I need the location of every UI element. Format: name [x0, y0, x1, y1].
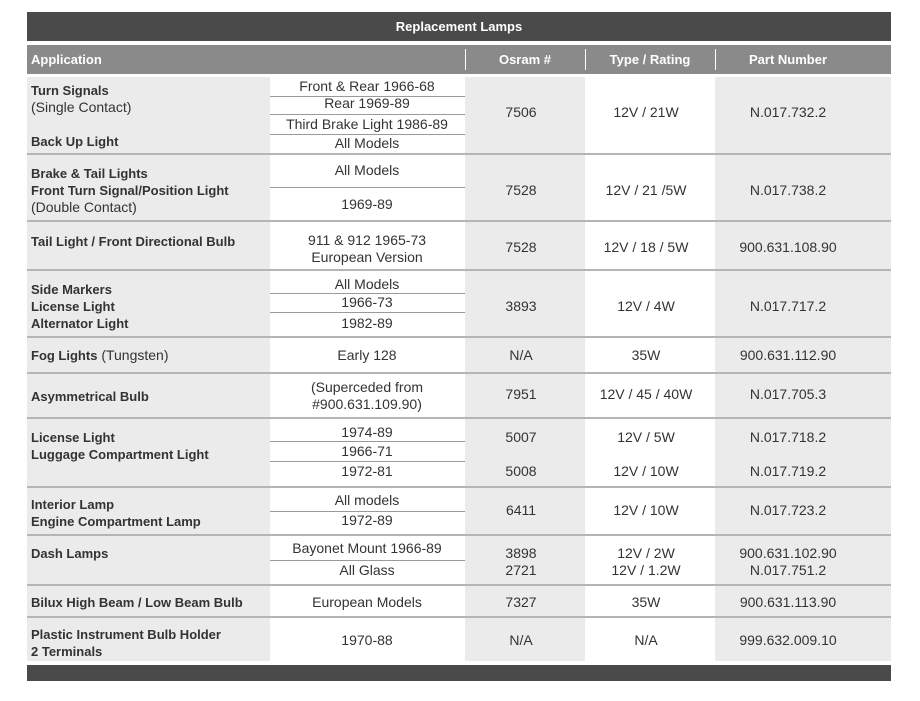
table-row	[27, 488, 891, 536]
app-label: Plastic Instrument Bulb Holder	[31, 627, 221, 642]
app-label: Dash Lamps	[31, 546, 109, 561]
model-cell: 1966-71	[341, 443, 393, 459]
model-cell: 1972-89	[341, 512, 393, 528]
part-cell: N.017.719.2	[749, 463, 827, 479]
app-label: License Light	[31, 299, 115, 314]
model-cell: All Glass	[339, 562, 395, 578]
part-cell: N.017.738.2	[749, 182, 827, 198]
app-label: Interior Lamp	[31, 497, 115, 512]
model-cell: 1982-89	[341, 315, 393, 331]
header-part: Part Number	[748, 52, 828, 67]
model-cell: #900.631.109.90)	[312, 396, 422, 412]
app-label: (Single Contact)	[31, 99, 132, 115]
part-cell: N.017.717.2	[749, 298, 827, 314]
app-label-bold: Fog Lights	[31, 348, 98, 363]
app-label: Asymmetrical Bulb	[31, 389, 149, 404]
app-label: 2 Terminals	[31, 644, 103, 659]
part-cell: N.017.751.2	[749, 562, 827, 578]
app-label: License Light	[31, 430, 115, 445]
table-row	[27, 222, 891, 271]
model-cell: European Models	[312, 594, 422, 610]
part-cell: 900.631.102.90	[739, 545, 837, 561]
app-label: Bilux High Beam / Low Beam Bulb	[31, 595, 243, 610]
app-label: Front Turn Signal/Position Light	[31, 183, 229, 198]
part-cell: 999.632.009.10	[739, 632, 837, 648]
app-label	[31, 347, 169, 364]
part-cell: 900.631.112.90	[739, 347, 837, 363]
model-cell: Early 128	[337, 347, 397, 363]
model-cell: Third Brake Light 1986-89	[286, 116, 448, 132]
type-cell: N/A	[634, 632, 658, 648]
part-cell: N.017.723.2	[749, 502, 827, 518]
model-cell: 911 & 912 1965-73	[307, 232, 427, 248]
type-cell: 35W	[631, 347, 661, 363]
app-label-note: (Tungsten)	[101, 347, 169, 363]
model-cell: All models	[334, 492, 400, 508]
part-cell: 900.631.108.90	[739, 239, 837, 255]
type-cell: 35W	[631, 594, 661, 610]
type-cell: 12V / 10W	[613, 502, 679, 518]
table-row	[27, 155, 891, 222]
osram-cell: 5007	[505, 429, 537, 445]
model-cell: All Models	[334, 276, 400, 292]
header-application: Application	[31, 52, 102, 67]
model-cell: All Models	[334, 162, 400, 178]
model-cell: Front & Rear 1966-68	[299, 78, 435, 94]
type-cell: 12V / 45 / 40W	[599, 386, 693, 402]
osram-cell: 5008	[505, 463, 537, 479]
model-cell: Rear 1969-89	[324, 95, 410, 111]
table-title-text: Replacement Lamps	[395, 19, 523, 34]
model-cell: European Version	[311, 249, 423, 265]
model-cell: 1969-89	[341, 196, 393, 212]
app-label: Alternator Light	[31, 316, 129, 331]
app-label: Brake & Tail Lights	[31, 166, 148, 181]
app-label: Side Markers	[31, 282, 112, 297]
osram-cell: 6411	[505, 502, 537, 518]
model-cell: 1972-81	[341, 463, 393, 479]
osram-cell: 7327	[505, 594, 537, 610]
header-osram: Osram #	[498, 52, 552, 67]
table-title	[27, 12, 891, 41]
table-header-row	[27, 45, 891, 74]
type-cell: 12V / 2W	[617, 545, 675, 561]
model-cell: Bayonet Mount 1966-89	[292, 540, 442, 556]
model-cell: 1974-89	[341, 424, 393, 440]
table-footer-bar	[27, 665, 891, 681]
header-type: Type / Rating	[609, 52, 691, 67]
table-row	[27, 338, 891, 374]
part-cell: N.017.718.2	[749, 429, 827, 445]
table-row	[27, 618, 891, 661]
model-cell: All Models	[334, 135, 400, 151]
type-cell: 12V / 21 /5W	[605, 182, 687, 198]
app-label: (Double Contact)	[31, 199, 137, 215]
app-label: Tail Light / Front Directional Bulb	[31, 234, 236, 249]
type-cell: 12V / 10W	[613, 463, 679, 479]
osram-cell: 2721	[505, 562, 537, 578]
model-cell: (Superceded from	[310, 379, 424, 395]
model-cell: 1970-88	[341, 632, 393, 648]
table-row	[27, 419, 891, 488]
table-row	[27, 77, 891, 155]
type-cell: 12V / 21W	[613, 104, 679, 120]
table-row	[27, 271, 891, 338]
type-cell: 12V / 4W	[617, 298, 675, 314]
osram-cell: 3893	[505, 298, 537, 314]
app-label: Engine Compartment Lamp	[31, 514, 201, 529]
app-label: Turn Signals	[31, 83, 109, 98]
part-cell: N.017.705.3	[749, 386, 827, 402]
part-cell: 900.631.113.90	[739, 594, 837, 610]
model-cell: 1966-73	[341, 294, 393, 310]
table-row	[27, 536, 891, 586]
table-row	[27, 586, 891, 618]
osram-cell: 7506	[505, 104, 537, 120]
app-label: Back Up Light	[31, 134, 119, 149]
type-cell: 12V / 1.2W	[611, 562, 681, 578]
osram-cell: 7528	[505, 182, 537, 198]
osram-cell: N/A	[509, 347, 533, 363]
type-cell: 12V / 5W	[617, 429, 675, 445]
osram-cell: N/A	[509, 632, 533, 648]
osram-cell: 3898	[505, 545, 537, 561]
table-row	[27, 374, 891, 419]
osram-cell: 7528	[505, 239, 537, 255]
osram-cell: 7951	[505, 386, 537, 402]
type-cell: 12V / 18 / 5W	[603, 239, 689, 255]
part-cell: N.017.732.2	[749, 104, 827, 120]
app-label: Luggage Compartment Light	[31, 447, 209, 462]
